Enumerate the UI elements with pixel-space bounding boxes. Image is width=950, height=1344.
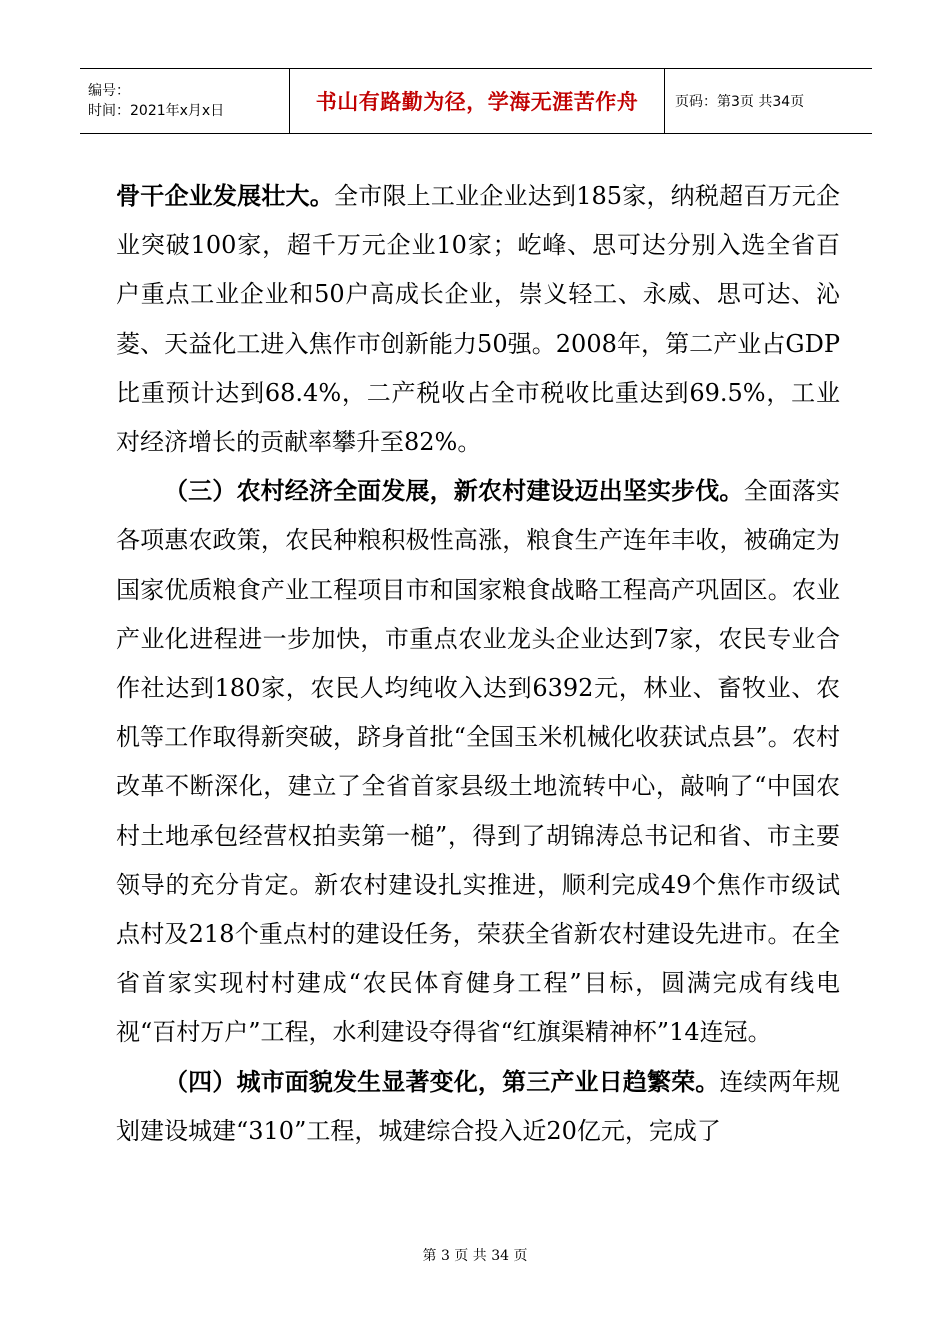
paragraph-1 (116, 172, 840, 467)
document-time-label: 时间：2021年x月x日 (88, 103, 225, 119)
paragraph-3 (116, 1058, 840, 1156)
paragraph-2 (116, 467, 840, 1057)
page-footer: 第 3 页 共 34 页 (422, 1248, 528, 1264)
paragraph-text: 全市限上工业企业达到185家，纳税超百万元企业突破100家，超千万元企业10家；屹峰、思可达分别入选全省百户重点工业企业和50户高成长企业，崇义轻工、永威、思可达、沁菱、天益化工进入焦作市创新能力50强。2008年，第二产业占GDP比重预计达到68.4%，二产税收占全市税收比重达到69.5%，工业对经济增长的贡献率攀升至82%。 (116, 182, 841, 457)
paragraph-lead: （四）城市面貌发生显著变化，第三产业日趋繁荣。 (164, 1067, 720, 1096)
paragraph-lead: （三）农村经济全面发展，新农村建设迈出坚实步伐。 (164, 477, 744, 506)
paragraph-text: 全面落实各项惠农政策，农民种粮积极性高涨，粮食生产连年丰收，被确定为国家优质粮食产业工程项目市和国家粮食战略工程高产巩固区。农业产业化进程进一步加快，市重点农业龙头企业达到7家，农民专业合作社达到180家，农民人均纯收入达到6392元，林业、畜牧业、农机等工作取得新突破，跻身首批“全国玉米机械化收获试点县”。农村改革不断深化，建立了全省首家县级土地流转中心，敲响了“中国农村土地承包经营权拍卖第一槌”，得到了胡锦涛总书记和省、市主要领导的充分肯定。新农村建设扎实推进，顺利完成49个焦作市级试点村及218个重点村的建设任务，荣获全省新农村建设先进市。在全省首家实现村村建成“农民体育健身工程”目标，圆满完成有线电视“百村万户”工程，水利建设夺得省“红旗渠精神杯”14连冠。 (116, 477, 841, 1047)
header-motto: 书山有路勤为径，学海无涯苦作舟 (315, 90, 639, 114)
document-number-label: 编号： (88, 83, 130, 99)
paragraph-lead: 骨干企业发展壮大。 (116, 182, 334, 210)
header-meta (80, 69, 290, 134)
header-motto-cell (290, 69, 665, 134)
document-header (80, 68, 872, 134)
document-body (116, 172, 840, 1156)
paragraph-text: 连续两年规划建设城建“310”工程，城建综合投入近20亿元，完成了 (116, 1067, 840, 1145)
header-page-info: 页码：第3页 共34页 (665, 69, 873, 134)
